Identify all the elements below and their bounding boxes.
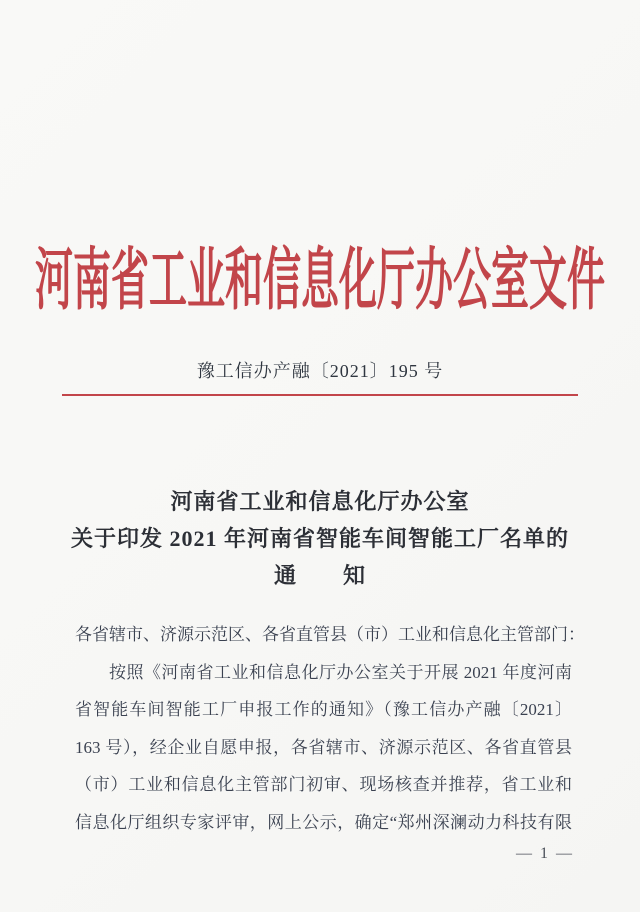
page-number: — 1 — bbox=[516, 845, 574, 862]
body-line-3: 163 号），经企业自愿申报，各省辖市、济源示范区、各省直管县 bbox=[75, 737, 572, 757]
body-line-2: 省智能车间智能工厂申报工作的通知》（豫工信办产融〔2021〕 bbox=[75, 700, 572, 719]
document-number: 豫工信办产融〔2021〕195 号 bbox=[196, 361, 444, 381]
notice-body bbox=[75, 616, 585, 841]
body-line-1: 按照《河南省工业和信息化厅办公室关于开展 2021 年度河南 bbox=[109, 662, 572, 682]
body-line-4: （市）工业和信息化主管部门初审、现场核查并推荐，省工业和 bbox=[75, 775, 572, 794]
letterhead-banner bbox=[0, 246, 640, 322]
notice-title-line-1: 河南省工业和信息化厅办公室 bbox=[170, 489, 470, 514]
letterhead-title: 河南省工业和信息化厅办公室文件 bbox=[34, 244, 605, 319]
notice-title-line-3: 通 知 bbox=[273, 563, 366, 588]
body-line-5: 信息化厅组织专家评审，网上公示，确定“郑州深澜动力科技有限 bbox=[75, 812, 572, 832]
salutation-line: 各省辖市、济源示范区、各省直管县（市）工业和信息化主管部门： bbox=[75, 625, 585, 644]
notice-title-line-2: 关于印发 2021 年河南省智能车间智能工厂名单的 bbox=[70, 526, 569, 551]
notice-title bbox=[40, 483, 600, 594]
red-divider-line bbox=[62, 394, 578, 396]
